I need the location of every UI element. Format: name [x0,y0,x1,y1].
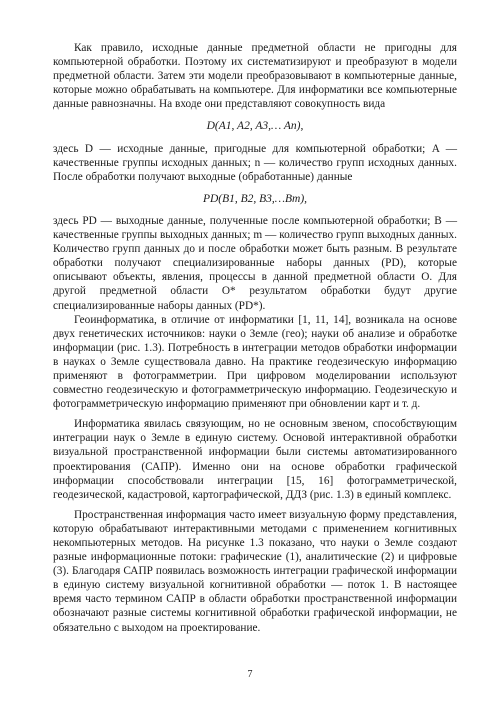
paragraph-3: здесь PD — выходные данные, полученные после компьютерной обработки; B — качественные группы выходных данных; m — количество групп выходных данных. Количество групп данных до и после обработки может быть разным. В результате обработки получают специализированные наборы данных (PD), которые описывают объекты, явления, процессы в данной предметной области O. Для другой предметной области O* результатом обработки будут другие специализированные наборы данных (PD*). [53,214,457,312]
paragraph-6: Пространственная информация часто имеет визуальную форму представления, которую обрабатывают интерактивными методами с применением когнитивных некомпьютерных методов. На рисунке 1.3 показано, что науки о Земле создают разные информационные потоки: графические (1), аналитические (2) и цифровые (3). Благодаря САПР появилась возможность интеграции графической информации в единую систему визуальной когнитивной обработки — поток 1. В настоящее время часто термином САПР в области обработки пространственной информации обозначают разные системы когнитивной обработки графической информации, не обязательно с выходом на проектирование. [53,508,457,634]
paragraph-2: здесь D — исходные данные, пригодные для компьютерной обработки; A — качественные группы исходных данных; n — количество групп исходных данных. После обработки получают выходные (обработанные) данные [53,142,457,183]
formula-input: D(A1, A2, A3,… An), [206,120,304,133]
document-page [53,41,457,635]
formula-output: PD(B1, B2, B3,…Bm), [202,192,308,205]
paragraph-5: Информатика явилась связующим, но не основным звеном, способствующим интеграции наук о Земле в единую систему. Основой интерактивной обработки визуальной пространственной информации были системы автоматизированного проектирования (САПР). Именно они на основе обработки графической информации способствовали интеграции [15, 16] фотограмметрической, геодезической, кадастровой, картографической, ДДЗ (рис. 1.3) в единый комплекс. [53,418,457,501]
paragraph-4: Геоинформатика, в отличие от информатики [1, 11, 14], возникала на основе двух генетических источников: науки о Земле (гео); науки об анализе и обработке информации (рис. 1.3). Потребность в интеграции методов обработки информации в науках о Земле существовала давно. На практике геодезическую информацию применяют в фотограмметрии. При цифровом моделировании используют совместно геодезическую и фотограмметрическую информацию. Геодезическую и фотограмметрическую информацию применяют при обновлении карт и т. д. [53,313,457,411]
paragraph-1: Как правило, исходные данные предметной области не пригодны для компьютерной обработки. Поэтому их систематизируют и преобразуют в модели предметной области. Затем эти модели преобразовывают в компьютерные данные, которые можно обрабатывать на компьютере. Для информатики все компьютерные данные равнозначны. На входе они представляют совокупность вида [53,42,457,111]
page-number: 7 [247,669,253,680]
